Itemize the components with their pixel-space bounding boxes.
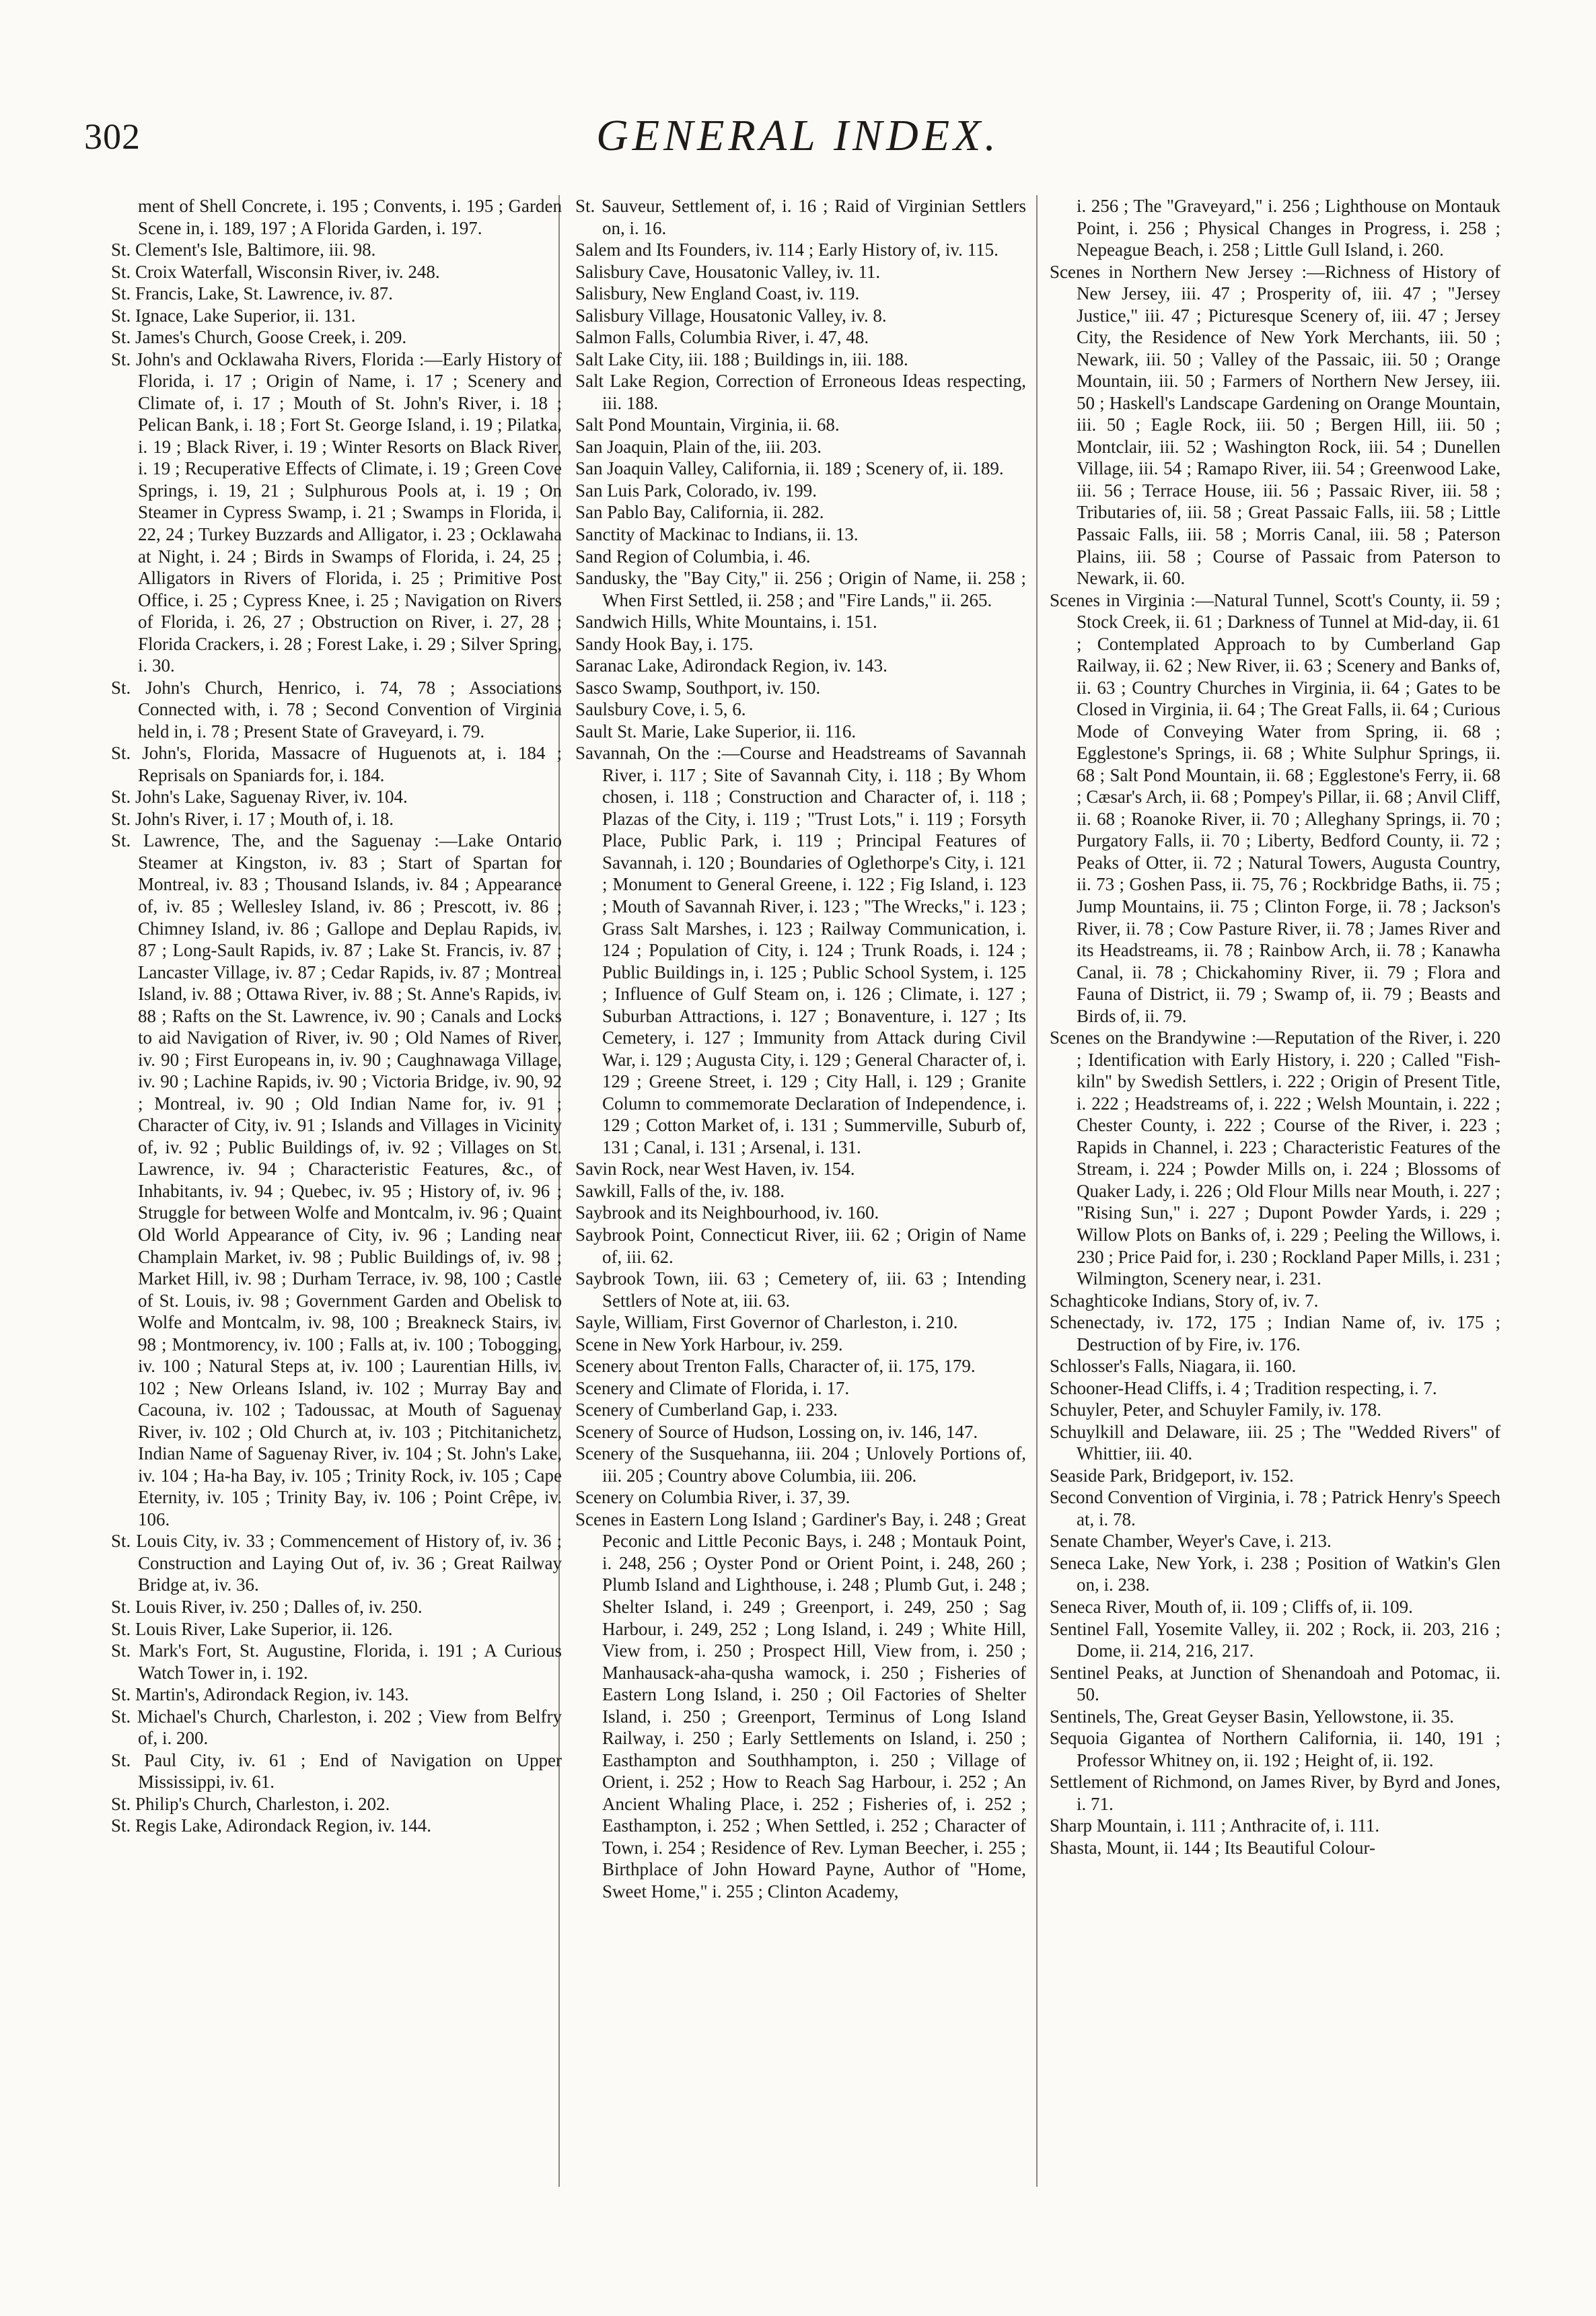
index-entry: St. Martin's, Adirondack Region, iv. 143. [111,1684,409,1705]
index-entry: San Joaquin, Plain of the, iii. 203. [575,436,822,457]
index-entry: San Luis Park, Colorado, iv. 199. [575,480,817,501]
index-entry: i. 256 ; The "Graveyard," i. 256 ; Lighthouse on Montauk Point, i. 256 ; Physical Changes in Progress, i. 258 ; Nepeague Beach, i. 258 ; Little Gull Island, i. 260. [1077,196,1500,260]
index-entry: Sequoia Gigantea of Northern California, ii. 140, 191 ; Professor Whitney on, ii. 192 ; Height of, ii. 192. [1050,1728,1500,1770]
index-entry: Scenes in Northern New Jersey :—Richness of History of New Jersey, iii. 47 ; Prosperity of, iii. 47 ; "Jersey Justice," iii. 47 ; Picturesque Scenery of, iii. 47 ; Jersey City, the Residence of New York Merchants, iii. 50 ; Newark, iii. 50 ; Valley of the Passaic, iii. 50 ; Orange Mountain, iii. 50 ; Farmers of Northern New Jersey, iii. 50 ; Haskell's Landscape Gardening on Orange Mountain, iii. 50 ; Eagle Rock, iii. 50 ; Bergen Hill, iii. 50 ; Montclair, iii. 52 ; Washington Rock, iii. 54 ; Dunellen Village, iii. 54 ; Ramapo River, iii. 54 ; Greenwood Lake, iii. 56 ; Terrace House, iii. 56 ; Passaic River, iii. 58 ; Tributaries of, iii. 58 ; Great Passaic Falls, iii. 58 ; Little Passaic Falls, iii. 58 ; Morris Canal, iii. 58 ; Paterson Plains, iii. 58 ; Course of Passaic from Paterson to Newark, ii. 60. [1050,261,1500,589]
index-entry: Scenery and Climate of Florida, i. 17. [575,1377,850,1398]
index-entry: St. Mark's Fort, St. Augustine, Florida, i. 191 ; A Curious Watch Tower in, i. 192. [111,1640,562,1683]
index-entry: Scenes on the Brandywine :—Reputation of the River, i. 220 ; Identification with Early History, i. 220 ; Called "Fish-kiln" by Swedish Settlers, i. 222 ; Origin of Present Title, i. 222 ; Headstreams of, i. 222 ; Welsh Mountain, i. 222 ; Chester County, i. 222 ; Course of the River, i. 223 ; Rapids in Channel, i. 223 ; Characteristic Features of the Stream, i. 224 ; Powder Mills on, i. 224 ; Blossoms of Quaker Lady, i. 226 ; Old Flour Mills near Mouth, i. 227 ; "Rising Sun," i. 227 ; Dupont Powder Yards, i. 229 ; Willow Plots on Banks of, i. 229 ; Peeling the Willows, i. 230 ; Price Paid for, i. 230 ; Rockland Paper Mills, i. 231 ; Wilmington, Scenery near, i. 231. [1050,1027,1500,1289]
index-column-middle [575,195,1026,2268]
index-entry: ment of Shell Concrete, i. 195 ; Convents, i. 195 ; Garden Scene in, i. 189, 197 ; A Florida Garden, i. 197. [138,196,562,238]
index-entry: Seneca Lake, New York, i. 238 ; Position of Watkin's Glen on, i. 238. [1050,1552,1500,1595]
index-entry: St. Ignace, Lake Superior, ii. 131. [111,305,356,326]
index-entry: Salem and Its Founders, iv. 114 ; Early History of, iv. 115. [575,240,999,260]
index-entry: St. John's Lake, Saguenay River, iv. 104. [111,787,408,807]
index-entry: Salisbury Cave, Housatonic Valley, iv. 11. [575,261,881,282]
index-entry: St. Lawrence, The, and the Saguenay :—Lake Ontario Steamer at Kingston, iv. 83 ; Start of Spartan for Montreal, iv. 83 ; Thousand Islands, iv. 84 ; Appearance of, iv. 85 ; Wellesley Island, iv. 86 ; Prescott, iv. 86 ; Chimney Island, iv. 86 ; Gallope and Deplau Rapids, iv. 87 ; Long-Sault Rapids, iv. 87 ; Lake St. Francis, iv. 87 ; Lancaster Village, iv. 87 ; Cedar Rapids, iv. 87 ; Montreal Island, iv. 88 ; Ottawa River, iv. 88 ; St. Anne's Rapids, iv. 88 ; Rafts on the St. Lawrence, iv. 90 ; Canals and Locks to aid Navigation of River, iv. 90 ; Old Names of River, iv. 90 ; First Europeans in, iv. 90 ; Caughnawaga Village, iv. 90 ; Lachine Rapids, iv. 90 ; Victoria Bridge, iv. 90, 92 ; Montreal, iv. 90 ; Old Indian Name for, iv. 91 ; Character of City, iv. 91 ; Islands and Villages in Vicinity of, iv. 92 ; Public Buildings of, iv. 92 ; Villages on St. Lawrence, iv. 94 ; Characteristic Features, &c., of Inhabitants, iv. 94 ; Quebec, iv. 95 ; History of, iv. 96 ; Struggle for between Wolfe and Montcalm, iv. 96 ; Quaint Old World Appearance of City, iv. 96 ; Landing near Champlain Market, iv. 98 ; Public Buildings of, iv. 98 ; Market Hill, iv. 98 ; Durham Terrace, iv. 98, 100 ; Castle of St. Louis, iv. 98 ; Government Garden and Obelisk to Wolfe and Montcalm, iv. 98, 100 ; Breakneck Stairs, iv. 98 ; Montmorency, iv. 100 ; Falls at, iv. 100 ; Tobogging, iv. 100 ; Natural Steps at, iv. 100 ; Laurentian Hills, iv. 102 ; New Orleans Island, iv. 102 ; Murray Bay and Cacouna, iv. 102 ; Tadoussac, at Mouth of Saguenay River, iv. 102 ; Old Church at, iv. 103 ; Pitchitanichetz, Indian Name of Saguenay River, iv. 104 ; St. John's Lake, iv. 104 ; Ha-ha Bay, iv. 105 ; Trinity Rock, iv. 105 ; Cape Eternity, iv. 105 ; Trinity Bay, iv. 106 ; Point Crêpe, iv. 106. [111,830,562,1529]
index-entry: Sayle, William, First Governor of Charleston, i. 210. [575,1312,958,1333]
index-entry: Scenes in Virginia :—Natural Tunnel, Scott's County, ii. 59 ; Stock Creek, ii. 61 ; Darkness of Tunnel at Mid-day, ii. 61 ; Contemplated Approach to by Cumberland Gap Railway, ii. 62 ; New River, ii. 63 ; Scenery and Banks of, ii. 63 ; Country Churches in Virginia, ii. 64 ; Gates to be Closed in Virginia, ii. 64 ; The Great Falls, ii. 64 ; Curious Mode of Conveying Water from Spring, ii. 68 ; Egglestone's Springs, ii. 68 ; White Sulphur Springs, ii. 68 ; Salt Pond Mountain, ii. 68 ; Egglestone's Ferry, ii. 68 ; Cæsar's Arch, ii. 68 ; Pompey's Pillar, ii. 68 ; Anvil Cliff, ii. 68 ; Roanoke River, ii. 70 ; Alleghany Springs, ii. 70 ; Purgatory Falls, ii. 70 ; Liberty, Bedford County, ii. 72 ; Peaks of Otter, ii. 72 ; Natural Towers, Augusta Country, ii. 73 ; Goshen Pass, ii. 75, 76 ; Rockbridge Baths, ii. 75 ; Jump Mountains, ii. 75 ; Clinton Forge, ii. 78 ; Jackson's River, ii. 78 ; Cow Pasture River, ii. 78 ; James River and its Headstreams, ii. 78 ; Rainbow Arch, ii. 78 ; Kanawha Canal, ii. 78 ; Chickahominy River, ii. 79 ; Flora and Fauna of District, ii. 79 ; Swamp of, ii. 79 ; Beasts and Birds of, ii. 79. [1050,589,1500,1026]
index-entry: St. Louis River, iv. 250 ; Dalles of, iv. 250. [111,1597,423,1617]
column-divider [1036,195,1038,2187]
index-entry: Salt Lake Region, Correction of Erroneous Ideas respecting, iii. 188. [575,371,1026,413]
index-entry: Sentinel Fall, Yosemite Valley, ii. 202 ; Rock, ii. 203, 216 ; Dome, ii. 214, 216, 217. [1050,1618,1500,1661]
index-entry: St. John's Church, Henrico, i. 74, 78 ; Associations Connected with, i. 78 ; Second Convention of Virginia held in, i. 78 ; Present State of Graveyard, i. 79. [111,677,562,741]
index-entry: Scenery of Cumberland Gap, i. 233. [575,1400,838,1420]
page-number: 302 [84,116,141,157]
index-entry: Schuyler, Peter, and Schuyler Family, iv. 178. [1050,1400,1382,1420]
index-entry: St. Paul City, iv. 61 ; End of Navigation on Upper Mississippi, iv. 61. [111,1749,562,1793]
index-entry: St. Louis River, Lake Superior, ii. 126. [111,1618,393,1639]
index-entry: Saybrook and its Neighbourhood, iv. 160. [575,1202,879,1223]
index-entry: Schenectady, iv. 172, 175 ; Indian Name of, iv. 175 ; Destruction of by Fire, iv. 176. [1050,1312,1500,1354]
index-entry: Schuylkill and Delaware, iii. 25 ; The "Wedded Rivers" of Whittier, iii. 40. [1050,1421,1500,1464]
index-entry: Sanctity of Mackinac to Indians, ii. 13. [575,523,859,544]
index-entry: Senate Chamber, Weyer's Cave, i. 213. [1050,1531,1332,1552]
index-entry: St. Francis, Lake, St. Lawrence, iv. 87. [111,283,393,304]
index-entry: Savannah, On the :—Course and Headstreams of Savannah River, i. 117 ; Site of Savannah City, i. 118 ; By Whom chosen, i. 118 ; Construction and Character of, i. 118 ; Plazas of the City, i. 119 ; "Trust Lots," i. 119 ; Forsyth Place, Public Park, i. 119 ; Principal Features of Savannah, i. 120 ; Boundaries of Oglethorpe's City, i. 121 ; Monument to General Greene, i. 122 ; Fig Island, i. 123 ; Mouth of Savannah River, i. 123 ; "The Wrecks," i. 123 ; Grass Salt Marshes, i. 123 ; Railway Communication, i. 124 ; Population of City, i. 124 ; Trunk Roads, i. 124 ; Public Buildings in, i. 125 ; Public School System, i. 125 ; Influence of Gulf Steam on, i. 126 ; Climate, i. 127 ; Suburban Attractions, i. 127 ; Bonaventure, i. 127 ; Its Cemetery, i. 127 ; Immunity from Attack during Civil War, i. 129 ; Augusta City, i. 129 ; General Character of, i. 129 ; Greene Street, i. 129 ; City Hall, i. 129 ; Granite Column to commemorate Declaration of Independence, i. 129 ; Cotton Market of, i. 131 ; Summerville, Suburb of, 131 ; Canal, i. 131 ; Arsenal, i. 131. [575,743,1026,1157]
index-entry: Salmon Falls, Columbia River, i. 47, 48. [575,327,869,348]
index-column-left [111,195,562,2268]
index-entry: Saybrook Point, Connecticut River, iii. 62 ; Origin of Name of, iii. 62. [575,1224,1026,1267]
index-entry: Saranac Lake, Adirondack Region, iv. 143. [575,655,887,676]
index-entry: Schooner-Head Cliffs, i. 4 ; Tradition respecting, i. 7. [1050,1377,1437,1398]
index-entry: St. Michael's Church, Charleston, i. 202 ; View from Belfry of, i. 200. [111,1706,562,1749]
index-entry: Salisbury, New England Coast, iv. 119. [575,283,860,304]
index-entry: Sandwich Hills, White Mountains, i. 151. [575,612,877,632]
index-entry: Sasco Swamp, Southport, iv. 150. [575,677,821,698]
index-entry: Sandy Hook Bay, i. 175. [575,633,754,654]
index-entry: Scenery on Columbia River, i. 37, 39. [575,1487,850,1508]
index-entry: Schaghticoke Indians, Story of, iv. 7. [1050,1290,1319,1311]
index-entry: Sandusky, the "Bay City," ii. 256 ; Origin of Name, ii. 258 ; When First Settled, ii. 258 ; and "Fire Lands," ii. 265. [575,568,1026,610]
index-entry: Sawkill, Falls of the, iv. 188. [575,1180,785,1201]
index-entry: Scenery of the Susquehanna, iii. 204 ; Unlovely Portions of, iii. 205 ; Country above Columbia, iii. 206. [575,1443,1026,1486]
index-entry: San Joaquin Valley, California, ii. 189 ; Scenery of, ii. 189. [575,458,1004,479]
index-entry: St. John's and Ocklawaha Rivers, Florida :—Early History of Florida, i. 17 ; Origin of Name, i. 17 ; Scenery and Climate of, i. 17 ; Mouth of St. John's River, i. 18 ; Pelican Bank, i. 18 ; Fort St. George Island, i. 19 ; Pilatka, i. 19 ; Black River, i. 19 ; Winter Resorts on Black River, i. 19 ; Recuperative Effects of Climate, i. 19 ; Green Cove Springs, i. 19, 21 ; Sulphurous Pools at, i. 19 ; On Steamer in Cypress Swamp, i. 21 ; Swamps in Florida, i. 22, 24 ; Turkey Buzzards and Alligator, i. 23 ; Ocklawaha at Night, i. 24 ; Birds in Swamps of Florida, i. 24, 25 ; Alligators in Rivers of Florida, i. 25 ; Primitive Post Office, i. 25 ; Cypress Knee, i. 25 ; Navigation on Rivers of Florida, i. 26, 27 ; Obstruction on River, i. 27, 28 ; Florida Crackers, i. 28 ; Forest Lake, i. 29 ; Silver Spring, i. 30. [111,349,562,676]
index-entry: Sharp Mountain, i. 111 ; Anthracite of, i. 111. [1050,1815,1380,1836]
index-entry: Scene in New York Harbour, iv. 259. [575,1334,843,1354]
index-entry: Salisbury Village, Housatonic Valley, iv. 8. [575,305,887,326]
index-entry: San Pablo Bay, California, ii. 282. [575,502,824,523]
index-entry: Shasta, Mount, ii. 144 ; Its Beautiful Colour- [1050,1837,1375,1858]
index-entry: St. John's River, i. 17 ; Mouth of, i. 18. [111,808,394,829]
index-entry: St. Philip's Church, Charleston, i. 202. [111,1793,390,1814]
index-entry: Scenery of Source of Hudson, Lossing on, iv. 146, 147. [575,1421,978,1442]
index-entry: Sault St. Marie, Lake Superior, ii. 116. [575,721,857,741]
index-entry: Saulsbury Cove, i. 5, 6. [575,699,746,720]
page-title: GENERAL INDEX. [596,111,1000,160]
index-entry: Seneca River, Mouth of, ii. 109 ; Cliffs of, ii. 109. [1050,1597,1413,1617]
index-entry: Salt Pond Mountain, Virginia, ii. 68. [575,414,840,435]
index-entry: Second Convention of Virginia, i. 78 ; Patrick Henry's Speech at, i. 78. [1050,1487,1500,1529]
index-entry: Seaside Park, Bridgeport, iv. 152. [1050,1465,1294,1486]
index-entry: Savin Rock, near West Haven, iv. 154. [575,1159,855,1180]
index-entry: St. John's, Florida, Massacre of Huguenots at, i. 184 ; Reprisals on Spaniards for, i. 184. [111,743,562,785]
index-entry: St. Louis City, iv. 33 ; Commencement of History of, iv. 36 ; Construction and Laying Out of, iv. 36 ; Great Railway Bridge at, iv. 36. [111,1531,562,1595]
index-entry: St. Croix Waterfall, Wisconsin River, iv. 248. [111,261,440,282]
index-entry: Scenery about Trenton Falls, Character of, ii. 175, 179. [575,1356,976,1377]
index-entry: Salt Lake City, iii. 188 ; Buildings in, iii. 188. [575,349,908,369]
index-entry: St. Regis Lake, Adirondack Region, iv. 144. [111,1815,431,1836]
index-entry: Sentinel Peaks, at Junction of Shenandoah and Potomac, ii. 50. [1050,1662,1500,1705]
index-entry: Sand Region of Columbia, i. 46. [575,546,811,567]
index-column-right [1050,195,1500,2268]
index-entry: Settlement of Richmond, on James River, by Byrd and Jones, i. 71. [1050,1772,1500,1814]
index-entry: Saybrook Town, iii. 63 ; Cemetery of, iii. 63 ; Intending Settlers of Note at, iii. 63. [575,1268,1026,1311]
index-entry: St. Clement's Isle, Baltimore, iii. 98. [111,240,376,260]
index-entry: Sentinels, The, Great Geyser Basin, Yellowstone, ii. 35. [1050,1706,1454,1727]
index-entry: Schlosser's Falls, Niagara, ii. 160. [1050,1356,1297,1377]
index-entry: Scenes in Eastern Long Island ; Gardiner's Bay, i. 248 ; Great Peconic and Little Peconic Bays, i. 248 ; Montauk Point, i. 248, 256 ; Oyster Pond or Orient Point, i. 248, 260 ; Plumb Island and Lighthouse, i. 248 ; Plumb Gut, i. 248 ; Shelter Island, i. 249 ; Greenport, i. 249, 250 ; Sag Harbour, i. 249, 252 ; Long Island, i. 249 ; White Hill, View from, i. 250 ; Prospect Hill, View from, i. 250 ; Manhausack-aha-qusha wamock, i. 250 ; Fisheries of Eastern Long Island, i. 250 ; Oil Factories of Shelter Island, i. 250 ; Greenport, Terminus of Long Island Railway, i. 250 ; Early Settlements on Island, i. 250 ; Easthampton and Southhampton, i. 250 ; Village of Orient, i. 252 ; How to Reach Sag Harbour, i. 252 ; An Ancient Whaling Place, i. 252 ; Fisheries of, i. 252 ; Easthampton, i. 252 ; When Settled, i. 252 ; Character of Town, i. 254 ; Residence of Rev. Lyman Beecher, i. 255 ; Birthplace of John Howard Payne, Author of "Home, Sweet Home," i. 255 ; Clinton Academy, [575,1509,1026,1902]
index-entry: St. James's Church, Goose Creek, i. 209. [111,327,407,348]
index-entry: St. Sauveur, Settlement of, i. 16 ; Raid of Virginian Settlers on, i. 16. [575,196,1026,238]
